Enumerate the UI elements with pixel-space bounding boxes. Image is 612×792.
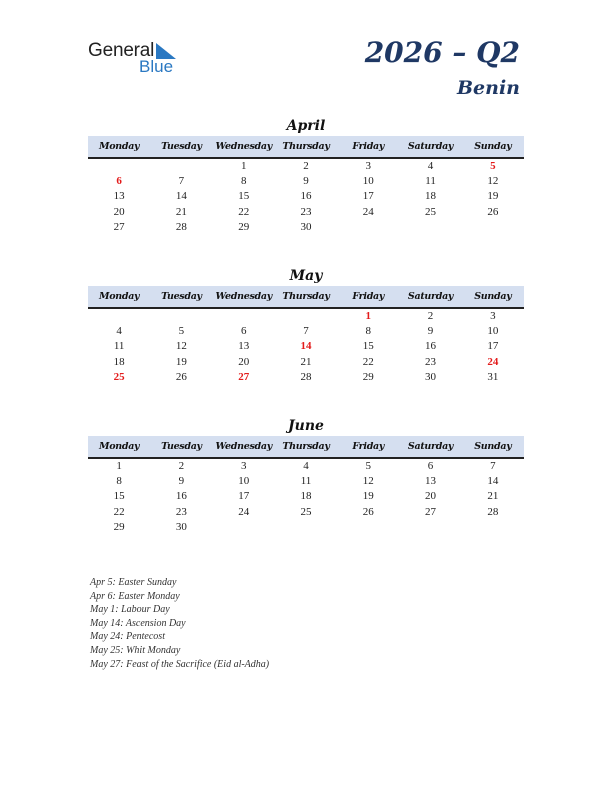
day-cell: 28 (487, 505, 499, 518)
month-name: June (288, 418, 324, 434)
empty-day-cell (337, 220, 399, 235)
day-cell: 16 (175, 490, 187, 503)
holiday-note: May 14: Ascension Day (90, 617, 186, 629)
day-cell: 29 (362, 370, 374, 383)
day-cell: 11 (425, 175, 436, 188)
weekday-header (88, 136, 524, 159)
holiday-day-cell: 6 (116, 175, 122, 188)
day-cell: 12 (362, 475, 374, 488)
empty-day-cell (88, 159, 150, 174)
day-cell: 18 (300, 490, 312, 503)
day-cell: 28 (300, 370, 312, 383)
day-cell: 2 (427, 310, 434, 322)
day-cell: 18 (425, 190, 437, 203)
day-cell: 8 (365, 325, 372, 338)
weekday-label: Sunday (474, 291, 512, 302)
day-cell: 25 (425, 205, 437, 218)
day-cell: 4 (116, 325, 122, 338)
day-cell: 20 (238, 355, 250, 368)
day-cell: 13 (113, 190, 125, 203)
week-row (88, 220, 524, 235)
day-cell: 25 (300, 505, 312, 518)
weekday-label: Tuesday (161, 291, 202, 302)
day-cell: 7 (490, 460, 496, 472)
day-cell: 4 (303, 460, 309, 472)
weekday-label: Thursday (282, 141, 330, 152)
holiday-note: May 27: Feast of the Sacrifice (Eid al-Adha) (90, 658, 270, 670)
week-row (88, 459, 524, 474)
day-cell: 4 (427, 160, 434, 172)
day-cell: 15 (113, 490, 125, 503)
holiday-note: May 24: Pentecost (90, 631, 165, 643)
day-cell: 29 (113, 520, 125, 533)
day-cell: 27 (425, 505, 437, 518)
day-cell: 31 (487, 370, 499, 383)
day-cell: 24 (362, 205, 374, 218)
weeks (88, 159, 524, 235)
day-cell: 5 (365, 460, 372, 472)
day-cell: 23 (175, 505, 187, 518)
day-cell: 21 (487, 490, 499, 503)
month-calendar-april (88, 116, 524, 235)
generalblue-logo (88, 40, 188, 76)
day-cell: 18 (113, 355, 125, 368)
page-title: 2026 – Q2 (364, 36, 520, 69)
day-cell: 15 (238, 190, 250, 203)
day-cell: 13 (425, 475, 437, 488)
holiday-day-cell: 25 (113, 370, 125, 383)
weeks (88, 309, 524, 385)
week-row (88, 370, 524, 385)
weekday-label: Friday (352, 441, 385, 452)
weekday-label: Thursday (282, 441, 330, 452)
weekday-label: Saturday (407, 291, 454, 302)
day-cell: 23 (425, 355, 437, 368)
day-cell: 10 (487, 325, 499, 338)
weekday-header (88, 286, 524, 309)
day-cell: 19 (487, 190, 499, 203)
weekday-label: Saturday (407, 441, 454, 452)
day-cell: 30 (425, 370, 437, 383)
empty-day-cell (150, 159, 212, 174)
day-cell: 22 (113, 505, 125, 518)
holiday-notes (90, 576, 510, 671)
day-cell: 29 (238, 220, 250, 233)
weekday-label: Tuesday (161, 441, 202, 452)
day-cell: 1 (240, 160, 247, 172)
country-name: Benin (457, 77, 520, 99)
day-cell: 28 (175, 220, 187, 233)
empty-day-cell (337, 520, 399, 535)
holiday-day-cell: 5 (490, 160, 496, 172)
day-cell: 7 (303, 325, 309, 338)
holiday-note: May 25: Whit Monday (90, 644, 181, 656)
holiday-day-cell: 1 (365, 310, 372, 322)
day-cell: 2 (303, 160, 309, 172)
day-cell: 17 (487, 340, 499, 353)
empty-day-cell (399, 220, 461, 235)
day-cell: 19 (175, 355, 187, 368)
day-cell: 7 (178, 175, 185, 188)
week-row (88, 174, 524, 189)
holiday-day-cell: 14 (300, 340, 312, 353)
day-cell: 12 (175, 340, 187, 353)
day-cell: 17 (238, 490, 250, 503)
day-cell: 30 (300, 220, 312, 233)
week-row (88, 355, 524, 370)
weekday-label: Wednesday (215, 141, 272, 152)
holiday-day-cell: 27 (238, 370, 250, 383)
empty-day-cell (399, 520, 461, 535)
day-cell: 5 (178, 325, 185, 338)
holiday-note: Apr 5: Easter Sunday (90, 577, 177, 588)
weeks (88, 459, 524, 535)
week-row (88, 205, 524, 220)
day-cell: 3 (240, 460, 247, 472)
weekday-label: Wednesday (215, 291, 272, 302)
weekday-label: Thursday (282, 291, 330, 302)
day-cell: 19 (362, 490, 374, 503)
month-calendar-june (88, 416, 524, 535)
week-row (88, 309, 524, 324)
day-cell: 30 (175, 520, 187, 533)
day-cell: 1 (116, 460, 122, 472)
day-cell: 9 (178, 475, 185, 488)
day-cell: 20 (113, 205, 125, 218)
weekday-label: Saturday (407, 141, 454, 152)
week-row (88, 489, 524, 504)
day-cell: 14 (487, 475, 499, 488)
day-cell: 27 (113, 220, 125, 233)
empty-day-cell (462, 220, 524, 235)
logo-text-general: General (88, 40, 155, 61)
holiday-note: Apr 6: Easter Monday (90, 590, 180, 602)
day-cell: 16 (300, 190, 312, 203)
empty-day-cell (150, 309, 212, 324)
empty-day-cell (213, 309, 275, 324)
month-name: April (286, 118, 326, 134)
day-cell: 15 (362, 340, 374, 353)
week-row (88, 189, 524, 204)
day-cell: 21 (175, 205, 187, 218)
day-cell: 14 (175, 190, 187, 203)
day-cell: 24 (238, 505, 250, 518)
day-cell: 22 (362, 355, 374, 368)
day-cell: 22 (238, 205, 250, 218)
day-cell: 2 (178, 460, 185, 472)
empty-day-cell (275, 309, 337, 324)
day-cell: 6 (240, 325, 247, 338)
day-cell: 26 (362, 505, 374, 518)
day-cell: 16 (425, 340, 437, 353)
weekday-label: Monday (99, 141, 140, 152)
day-cell: 8 (240, 175, 247, 188)
empty-day-cell (88, 309, 150, 324)
empty-day-cell (213, 520, 275, 535)
weekday-label: Wednesday (215, 441, 272, 452)
week-row (88, 339, 524, 354)
day-cell: 10 (362, 175, 374, 188)
week-row (88, 505, 524, 520)
day-cell: 9 (303, 175, 309, 188)
day-cell: 3 (490, 310, 496, 322)
day-cell: 11 (300, 475, 312, 488)
day-cell: 3 (365, 160, 372, 172)
weekday-label: Sunday (474, 441, 512, 452)
day-cell: 6 (427, 460, 434, 472)
month-name: May (289, 268, 323, 284)
day-cell: 23 (300, 205, 312, 218)
empty-day-cell (275, 520, 337, 535)
weekday-label: Tuesday (161, 141, 202, 152)
day-cell: 13 (238, 340, 250, 353)
weekday-label: Monday (99, 441, 140, 452)
day-cell: 17 (362, 190, 374, 203)
weekday-label: Friday (352, 291, 385, 302)
logo-text-blue: Blue (139, 57, 174, 76)
day-cell: 20 (425, 490, 437, 503)
weekday-header (88, 436, 524, 459)
day-cell: 26 (175, 370, 187, 383)
day-cell: 10 (238, 475, 250, 488)
empty-day-cell (462, 520, 524, 535)
month-calendar-may (88, 266, 524, 385)
day-cell: 9 (427, 325, 434, 338)
holiday-day-cell: 24 (487, 355, 499, 368)
weekday-label: Sunday (474, 141, 512, 152)
day-cell: 11 (113, 340, 125, 353)
week-row (88, 474, 524, 489)
weekday-label: Monday (99, 291, 140, 302)
day-cell: 8 (116, 475, 122, 488)
day-cell: 26 (487, 205, 499, 218)
week-row (88, 159, 524, 174)
holiday-note: May 1: Labour Day (90, 604, 170, 616)
day-cell: 21 (300, 355, 312, 368)
week-row (88, 324, 524, 339)
day-cell: 12 (487, 175, 499, 188)
weekday-label: Friday (352, 141, 385, 152)
week-row (88, 520, 524, 535)
